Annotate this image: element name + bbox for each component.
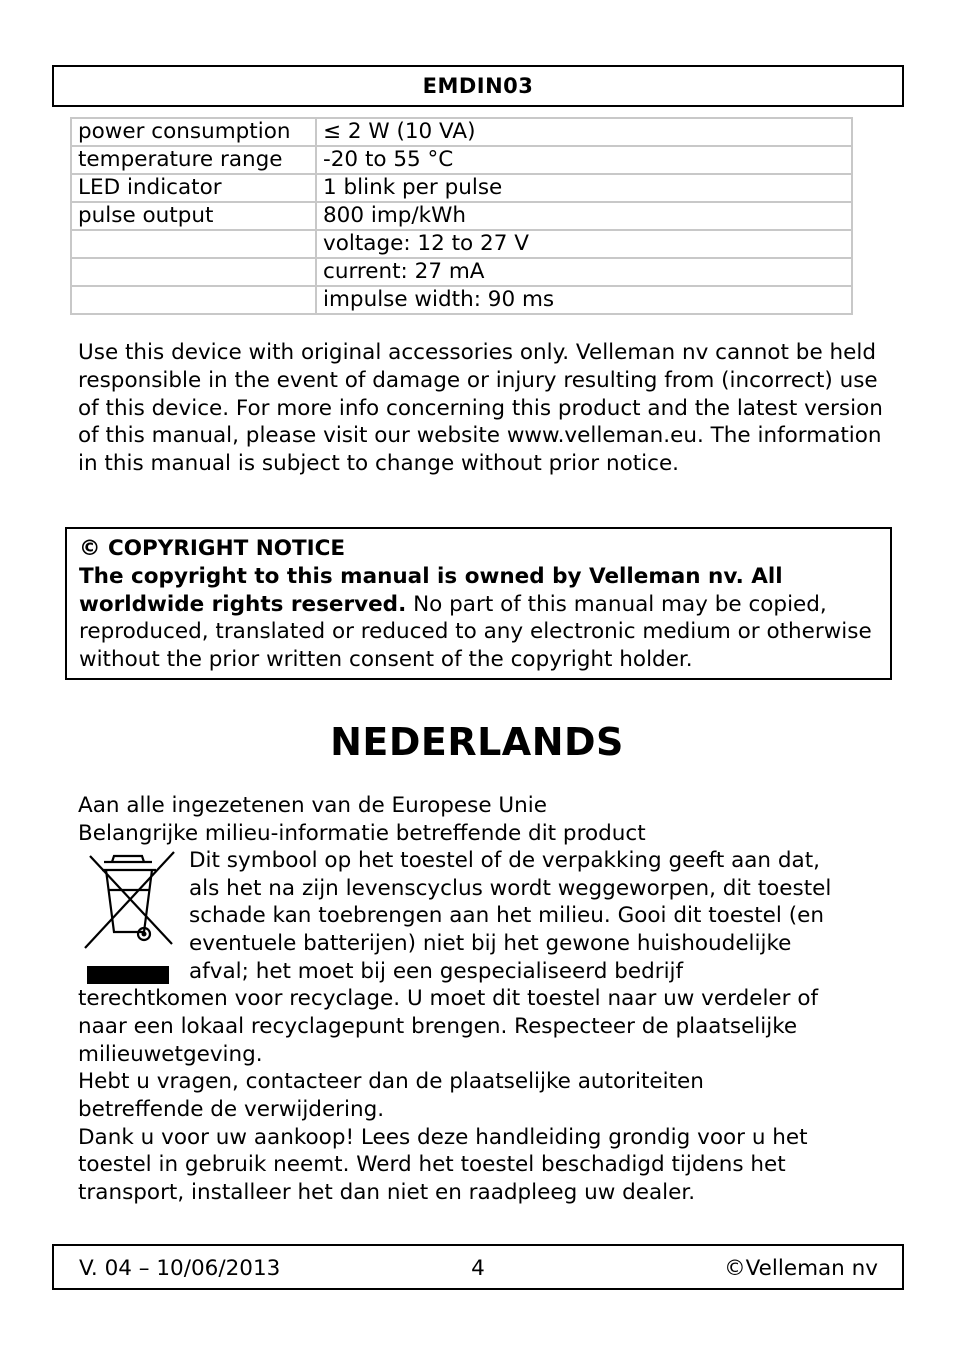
- copyright-body: [79, 563, 889, 674]
- spec-value: current: 27 mA: [316, 258, 852, 286]
- model-number: EMDIN03: [422, 74, 534, 98]
- copyright-title: © COPYRIGHT NOTICE: [79, 536, 346, 561]
- spec-value: 800 imp/kWh: [316, 202, 852, 230]
- page-number: 4: [471, 1256, 485, 1281]
- disclaimer-paragraph: Use this device with original accessories only. Velleman nv cannot be held responsible in the event of damage or injury resulting from (incorrect) use of this device. For more info concerning this product and the latest version of this manual, please visit our website www.velleman.eu. The information in this manual is subject to change without prior notice.: [78, 340, 883, 477]
- spec-label: [71, 258, 316, 286]
- body-text-line: milieuwetgeving.: [78, 1042, 263, 1067]
- spec-value: voltage: 12 to 27 V: [316, 230, 852, 258]
- spec-value: 1 blink per pulse: [316, 174, 852, 202]
- spec-value: impulse width: 90 ms: [316, 286, 852, 314]
- copyright-bold-text: The copyright to this manual is owned by Velleman nv. All worldwide rights reserved.: [79, 563, 783, 617]
- table-row: [71, 258, 852, 286]
- spec-value: ≤ 2 W (10 VA): [316, 118, 852, 146]
- spec-label: pulse output: [71, 202, 316, 230]
- section-heading: NEDERLANDS: [330, 720, 624, 764]
- copyright-notice-box: [65, 527, 892, 680]
- body-text-line: Hebt u vragen, contacteer dan de plaatselijke autoriteiten: [78, 1069, 704, 1094]
- weee-text-line: schade kan toebrengen aan het milieu. Gooi dit toestel (en: [189, 903, 824, 928]
- table-row: [71, 202, 852, 230]
- table-row: [71, 174, 852, 202]
- spec-label: temperature range: [71, 146, 316, 174]
- spec-value: -20 to 55 °C: [316, 146, 852, 174]
- version-date: V. 04 – 10/06/2013: [79, 1256, 281, 1281]
- body-text-line: betreffende de verwijdering.: [78, 1097, 385, 1122]
- page-footer: [52, 1244, 904, 1290]
- specifications-table: [70, 117, 853, 315]
- weee-text-line: Dit symbool op het toestel of de verpakking geeft aan dat,: [189, 848, 820, 873]
- document-header: [52, 65, 904, 107]
- spec-label: LED indicator: [71, 174, 316, 202]
- body-text-line: terechtkomen voor recyclage. U moet dit toestel naar uw verdeler of: [78, 986, 819, 1011]
- table-row: [71, 118, 852, 146]
- intro-line-2: Belangrijke milieu-informatie betreffende dit product: [78, 821, 646, 846]
- spec-label: [71, 286, 316, 314]
- body-text-line: toestel in gebruik neemt. Werd het toestel beschadigd tijdens het: [78, 1152, 786, 1177]
- weee-text-line: eventuele batterijen) niet bij het gewone huishoudelijke: [189, 931, 792, 956]
- weee-text-line: als het na zijn levenscyclus wordt weggeworpen, dit toestel: [189, 876, 832, 901]
- body-text-line: naar een lokaal recyclagepunt brengen. Respecteer de plaatselijke: [78, 1014, 798, 1039]
- footer-copyright: ©Velleman nv: [724, 1256, 878, 1281]
- crossed-out-wheelie-bin-icon: [82, 850, 178, 950]
- intro-line-1: Aan alle ingezetenen van de Europese Unie: [78, 793, 547, 818]
- body-text-line: Dank u voor uw aankoop! Lees deze handleiding grondig voor u het: [78, 1125, 808, 1150]
- spec-label: power consumption: [71, 118, 316, 146]
- copyright-normal-text: No part of this manual may be copied, reproduced, translated or reduced to any electronic medium or otherwise without the prior written consent of the copyright holder.: [79, 591, 872, 673]
- spec-label: [71, 230, 316, 258]
- weee-black-bar: [87, 966, 169, 984]
- body-text-line: transport, installeer het dan niet en raadpleeg uw dealer.: [78, 1180, 696, 1205]
- weee-text-line: afval; het moet bij een gespecialiseerd bedrijf: [189, 959, 684, 984]
- table-row: [71, 146, 852, 174]
- table-row: [71, 230, 852, 258]
- copyright-notice-text: [79, 535, 889, 674]
- table-row: [71, 286, 852, 314]
